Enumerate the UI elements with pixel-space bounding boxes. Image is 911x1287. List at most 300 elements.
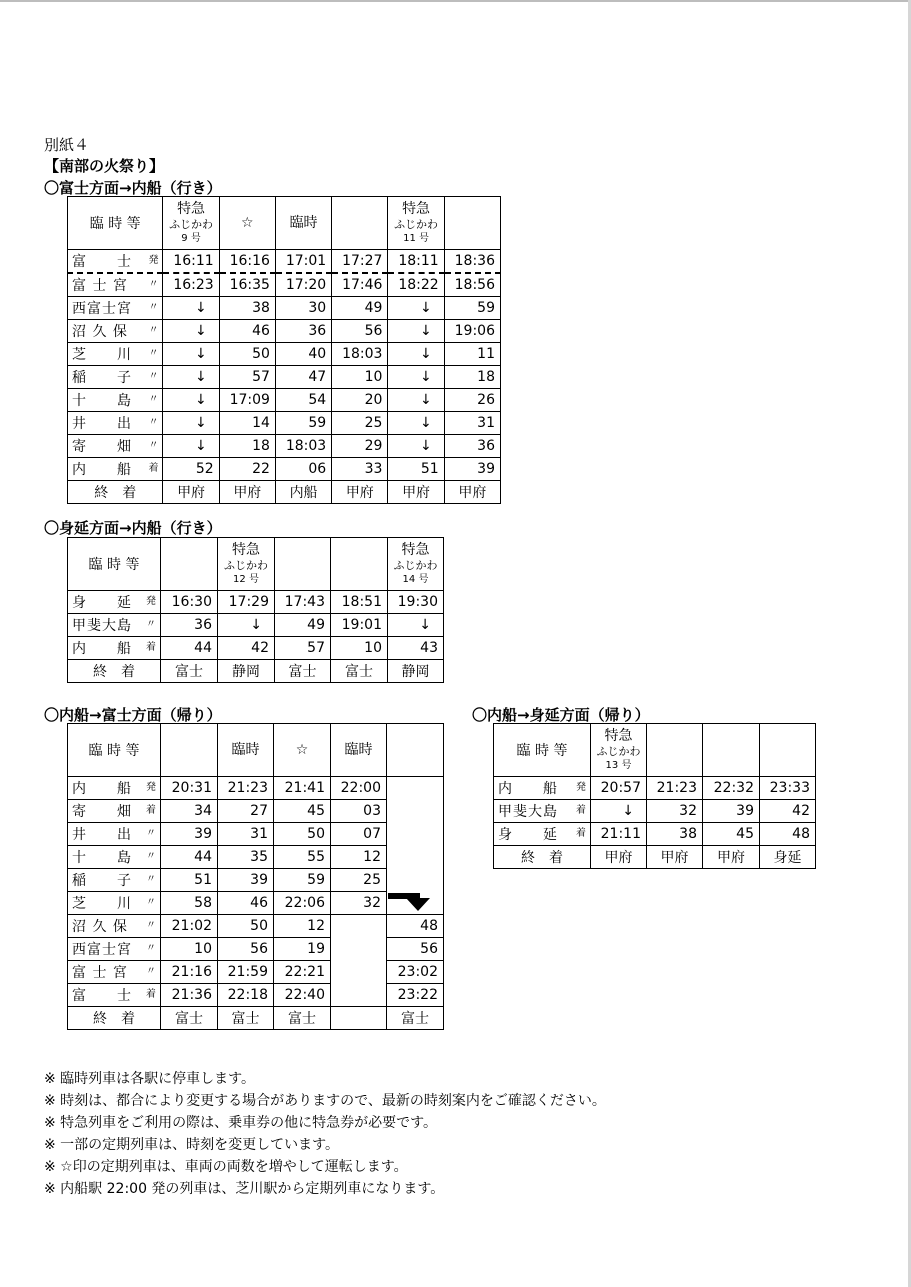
dep-arr-marker: 着 — [148, 463, 159, 474]
dep-arr-marker: 着 — [146, 989, 156, 1000]
corner-label: 臨 時 等 — [68, 538, 161, 591]
time-cell: 21:16 — [161, 961, 218, 984]
time-cell: 19 — [274, 938, 331, 961]
dep-arr-marker: 〃 — [148, 325, 159, 336]
table-row — [68, 297, 501, 320]
column-header — [163, 197, 219, 250]
dep-arr-marker: 〃 — [148, 279, 159, 290]
time-cell: 16:16 — [219, 250, 275, 274]
table-row — [68, 637, 444, 660]
time-cell: 10 — [161, 938, 218, 961]
appendix-label: 別紙４ — [44, 136, 90, 154]
terminal-label: 終 着 — [68, 481, 163, 504]
table1-timetable — [67, 196, 501, 504]
time-cell: 18:03 — [275, 435, 331, 458]
column-train-name: ふじかわ — [393, 559, 438, 572]
time-cell: 56 — [387, 938, 444, 961]
dep-arr-marker: 〃 — [146, 874, 156, 885]
table-row — [68, 320, 501, 343]
time-cell: 23:02 — [387, 961, 444, 984]
time-cell: 18:22 — [388, 273, 444, 297]
dep-arr-marker: 〃 — [148, 417, 159, 428]
time-cell: 33 — [332, 458, 388, 481]
time-cell: 49 — [275, 614, 331, 637]
time-cell: 31 — [218, 823, 274, 846]
time-cell: ↓ — [388, 614, 444, 637]
column-header — [591, 724, 647, 777]
column-header — [760, 724, 816, 777]
time-cell — [387, 869, 444, 892]
terminal-cell: 甲府 — [332, 481, 388, 504]
terminal-cell: 富士 — [331, 660, 388, 683]
time-cell: 59 — [275, 412, 331, 435]
column-train-number: 14 号 — [402, 574, 429, 585]
time-cell: ↓ — [163, 366, 219, 389]
time-cell: 19:30 — [388, 591, 444, 614]
column-type: 特急 — [401, 542, 430, 558]
terminal-cell: 富士 — [275, 660, 331, 683]
dep-arr-marker: 〃 — [146, 920, 156, 931]
table-row — [68, 846, 444, 869]
station-name: 内 船 — [72, 781, 132, 797]
time-cell: 52 — [163, 458, 219, 481]
time-cell: 17:43 — [275, 591, 331, 614]
station-name: 富 士 — [72, 254, 132, 270]
time-cell: 19:01 — [331, 614, 388, 637]
dep-arr-marker: 〃 — [146, 619, 156, 630]
time-cell: 36 — [444, 435, 500, 458]
time-cell: 06 — [275, 458, 331, 481]
column-header — [388, 538, 444, 591]
time-cell: 56 — [332, 320, 388, 343]
time-cell: 17:27 — [332, 250, 388, 274]
time-cell: 18:56 — [444, 273, 500, 297]
column-type: ☆ — [295, 741, 309, 758]
table-row — [68, 273, 501, 297]
column-type: 臨時 — [231, 741, 260, 758]
time-cell — [387, 846, 444, 869]
time-cell: 22:40 — [274, 984, 331, 1007]
table-row — [68, 458, 501, 481]
table-row — [68, 389, 501, 412]
dep-arr-marker: 発 — [146, 782, 156, 793]
column-header — [703, 724, 760, 777]
time-cell — [387, 777, 444, 800]
table-row — [68, 938, 444, 961]
dep-arr-marker: 〃 — [146, 943, 156, 954]
time-cell: ↓ — [388, 343, 444, 366]
time-cell: 17:46 — [332, 273, 388, 297]
station-cell — [68, 846, 161, 869]
time-cell: ↓ — [163, 320, 219, 343]
time-cell: 11 — [444, 343, 500, 366]
time-cell: 25 — [332, 412, 388, 435]
column-header — [387, 724, 444, 777]
note-item: ※ 臨時列車は各駅に停車します。 — [44, 1071, 256, 1087]
time-cell: ↓ — [163, 343, 219, 366]
terminal-row — [68, 660, 444, 683]
time-cell: 17:29 — [218, 591, 275, 614]
station-cell — [68, 800, 161, 823]
column-header — [331, 724, 387, 777]
right-down-arrow-icon — [388, 891, 438, 913]
station-cell — [68, 961, 161, 984]
terminal-cell: 静岡 — [218, 660, 275, 683]
column-train-number: 11 号 — [403, 233, 430, 244]
station-cell — [68, 320, 163, 343]
time-cell: 51 — [161, 869, 218, 892]
notes-section — [44, 1068, 606, 1200]
terminal-label: 終 着 — [68, 1007, 161, 1030]
terminal-cell: 静岡 — [388, 660, 444, 683]
terminal-row — [494, 846, 816, 869]
time-cell: 50 — [274, 823, 331, 846]
time-cell: 19:06 — [444, 320, 500, 343]
column-type: 臨時 — [289, 214, 318, 231]
terminal-row — [68, 481, 501, 504]
dep-arr-marker: 着 — [576, 805, 586, 816]
station-name: 甲斐大島 — [72, 618, 132, 634]
time-cell: 23:33 — [760, 777, 816, 800]
time-cell: 50 — [219, 343, 275, 366]
time-cell: 58 — [161, 892, 218, 915]
dep-arr-marker: 着 — [146, 805, 156, 816]
time-cell: 22 — [219, 458, 275, 481]
station-cell — [68, 637, 161, 660]
terminal-cell: 甲府 — [388, 481, 444, 504]
note-item: ※ ☆印の定期列車は、車両の両数を増やして運転します。 — [44, 1159, 408, 1175]
time-cell: 18:11 — [388, 250, 444, 274]
time-cell: 07 — [331, 823, 387, 846]
time-cell: 59 — [274, 869, 331, 892]
time-cell: ↓ — [163, 412, 219, 435]
time-cell: 32 — [647, 800, 703, 823]
note-item: ※ 一部の定期列車は、時刻を変更しています。 — [44, 1137, 340, 1153]
time-cell: 22:32 — [703, 777, 760, 800]
station-name: 十 島 — [72, 850, 132, 866]
time-cell: 20:57 — [591, 777, 647, 800]
time-cell: 39 — [218, 869, 274, 892]
time-cell: 45 — [274, 800, 331, 823]
time-cell: 23:22 — [387, 984, 444, 1007]
dep-arr-marker: 着 — [146, 642, 156, 653]
station-name: 井 出 — [72, 416, 132, 432]
station-name: 内 船 — [72, 641, 132, 657]
terminal-cell: 富士 — [161, 1007, 218, 1030]
terminal-cell: 甲府 — [219, 481, 275, 504]
station-cell — [68, 343, 163, 366]
time-cell: 35 — [218, 846, 274, 869]
time-cell: 03 — [331, 800, 387, 823]
terminal-label: 終 着 — [494, 846, 591, 869]
column-header — [218, 724, 274, 777]
station-name: 沼 久 保 — [72, 324, 128, 340]
header-row — [68, 538, 444, 591]
column-header — [331, 538, 388, 591]
column-header — [218, 538, 275, 591]
station-name: 沼 久 保 — [72, 919, 128, 935]
time-cell — [331, 961, 387, 984]
station-cell — [494, 800, 591, 823]
table-row — [68, 869, 444, 892]
station-cell — [68, 823, 161, 846]
time-cell: 16:35 — [219, 273, 275, 297]
station-name: 甲斐大島 — [498, 804, 558, 820]
station-cell — [68, 915, 161, 938]
dep-arr-marker: 〃 — [146, 966, 156, 977]
time-cell: 57 — [219, 366, 275, 389]
time-cell: 46 — [219, 320, 275, 343]
note-item: ※ 時刻は、都合により変更する場合がありますので、最新の時刻案内をご確認ください。 — [44, 1093, 606, 1109]
station-name: 西富士宮 — [72, 942, 132, 958]
time-cell: 48 — [387, 915, 444, 938]
column-header — [444, 197, 500, 250]
column-header — [161, 538, 218, 591]
station-name: 芝 川 — [72, 347, 132, 363]
column-train-name: ふじかわ — [169, 218, 214, 231]
table-row — [68, 823, 444, 846]
station-cell — [68, 938, 161, 961]
header-row — [68, 724, 444, 777]
column-train-number: 9 号 — [181, 233, 201, 244]
terminal-cell: 甲府 — [703, 846, 760, 869]
station-cell — [68, 984, 161, 1007]
terminal-cell: 甲府 — [163, 481, 219, 504]
time-cell: 22:18 — [218, 984, 274, 1007]
time-cell: 50 — [218, 915, 274, 938]
time-cell: 56 — [218, 938, 274, 961]
station-name: 富 士 宮 — [72, 965, 128, 981]
time-cell: ↓ — [388, 412, 444, 435]
time-cell: ↓ — [388, 320, 444, 343]
table-row — [68, 412, 501, 435]
time-cell: 49 — [332, 297, 388, 320]
time-cell: 17:20 — [275, 273, 331, 297]
station-name: 稲 子 — [72, 370, 132, 386]
column-train-number: 12 号 — [233, 574, 259, 585]
time-cell: 22:00 — [331, 777, 387, 800]
table-row — [68, 343, 501, 366]
page-title: 【南部の火祭り】 — [44, 157, 165, 175]
station-name: 内 船 — [498, 781, 558, 797]
dep-arr-marker: 着 — [576, 828, 586, 839]
terminal-cell: 甲府 — [647, 846, 703, 869]
table-row — [68, 591, 444, 614]
station-name: 身 延 — [498, 827, 558, 843]
terminal-cell: 甲府 — [591, 846, 647, 869]
note-item: ※ 特急列車をご利用の際は、乗車券の他に特急券が必要です。 — [44, 1115, 438, 1131]
time-cell: 46 — [218, 892, 274, 915]
time-cell: 22:06 — [274, 892, 331, 915]
table-row — [68, 984, 444, 1007]
time-cell: 38 — [219, 297, 275, 320]
station-cell — [68, 297, 163, 320]
time-cell: 47 — [275, 366, 331, 389]
terminal-label: 終 着 — [68, 660, 161, 683]
table-row — [68, 250, 501, 274]
table-row — [68, 777, 444, 800]
time-cell: 21:23 — [218, 777, 274, 800]
terminal-cell: 富士 — [274, 1007, 331, 1030]
header-row — [494, 724, 816, 777]
time-cell: 39 — [161, 823, 218, 846]
time-cell: 39 — [703, 800, 760, 823]
terminal-row — [68, 1007, 444, 1030]
time-cell: 34 — [161, 800, 218, 823]
time-cell: 25 — [331, 869, 387, 892]
time-cell: 18:03 — [332, 343, 388, 366]
time-cell: 20 — [332, 389, 388, 412]
time-cell: 29 — [332, 435, 388, 458]
time-cell: 16:11 — [163, 250, 219, 274]
station-cell — [68, 389, 163, 412]
terminal-cell: 身延 — [760, 846, 816, 869]
station-name: 稲 子 — [72, 873, 132, 889]
column-train-name: ふじかわ — [394, 218, 439, 231]
column-type: 特急 — [604, 728, 633, 744]
time-cell: 36 — [161, 614, 218, 637]
corner-label: 臨 時 等 — [68, 724, 161, 777]
time-cell: 21:36 — [161, 984, 218, 1007]
time-cell — [331, 938, 387, 961]
time-cell: ↓ — [591, 800, 647, 823]
dep-arr-marker: 発 — [146, 596, 156, 607]
dep-arr-marker: 〃 — [148, 440, 159, 451]
station-cell — [68, 591, 161, 614]
terminal-cell — [331, 1007, 387, 1030]
station-name: 富 士 — [72, 988, 132, 1004]
time-cell: 22:21 — [274, 961, 331, 984]
time-cell: 20:31 — [161, 777, 218, 800]
time-cell: 38 — [647, 823, 703, 846]
time-cell: 18 — [444, 366, 500, 389]
station-cell — [68, 869, 161, 892]
time-cell: ↓ — [388, 389, 444, 412]
time-cell: ↓ — [388, 297, 444, 320]
time-cell: 12 — [331, 846, 387, 869]
table-row — [68, 961, 444, 984]
time-cell: 30 — [275, 297, 331, 320]
page-top-edge — [0, 0, 911, 2]
station-cell — [494, 823, 591, 846]
table-row — [68, 366, 501, 389]
time-cell: 16:30 — [161, 591, 218, 614]
time-cell: 27 — [218, 800, 274, 823]
time-cell: 44 — [161, 846, 218, 869]
dep-arr-marker: 発 — [148, 255, 159, 266]
terminal-cell: 内船 — [275, 481, 331, 504]
table4-timetable — [493, 723, 816, 869]
time-cell: ↓ — [163, 297, 219, 320]
table2-timetable — [67, 537, 444, 683]
terminal-cell: 富士 — [218, 1007, 274, 1030]
time-cell: 21:23 — [647, 777, 703, 800]
column-type: 特急 — [402, 201, 431, 217]
time-cell: 36 — [275, 320, 331, 343]
station-cell — [68, 273, 163, 297]
time-cell: 42 — [760, 800, 816, 823]
time-cell: 18 — [219, 435, 275, 458]
dep-arr-marker: 〃 — [148, 394, 159, 405]
column-header — [275, 538, 331, 591]
column-type: 臨時 — [344, 741, 373, 758]
time-cell — [331, 984, 387, 1007]
time-cell: 43 — [388, 637, 444, 660]
column-train-name: ふじかわ — [596, 745, 641, 758]
dep-arr-marker: 〃 — [148, 348, 159, 359]
time-cell: 10 — [331, 637, 388, 660]
header-row — [68, 197, 501, 250]
station-cell — [68, 435, 163, 458]
station-cell — [68, 366, 163, 389]
time-cell: 18:51 — [331, 591, 388, 614]
time-cell — [387, 800, 444, 823]
time-cell: 16:23 — [163, 273, 219, 297]
time-cell — [387, 823, 444, 846]
table-row — [494, 800, 816, 823]
time-cell: 57 — [275, 637, 331, 660]
time-cell: 45 — [703, 823, 760, 846]
station-cell — [68, 777, 161, 800]
dep-arr-marker: 〃 — [148, 302, 159, 313]
dep-arr-marker: 〃 — [146, 828, 156, 839]
station-name: 身 延 — [72, 595, 132, 611]
time-cell: ↓ — [388, 435, 444, 458]
station-name: 寄 畑 — [72, 804, 132, 820]
time-cell: ↓ — [388, 366, 444, 389]
column-header — [275, 197, 331, 250]
station-name: 井 出 — [72, 827, 132, 843]
time-cell: 55 — [274, 846, 331, 869]
station-name: 富 士 宮 — [72, 278, 128, 294]
column-header — [388, 197, 444, 250]
corner-label: 臨 時 等 — [68, 197, 163, 250]
table-row — [494, 823, 816, 846]
terminal-cell: 富士 — [387, 1007, 444, 1030]
dep-arr-marker: 〃 — [148, 371, 159, 382]
column-type: 特急 — [177, 201, 206, 217]
time-cell: 21:59 — [218, 961, 274, 984]
time-cell: 14 — [219, 412, 275, 435]
table-row — [68, 614, 444, 637]
table1-caption: 〇富士方面→内船（行き） — [44, 179, 222, 197]
time-cell: ↓ — [218, 614, 275, 637]
table-row — [68, 435, 501, 458]
time-cell: 54 — [275, 389, 331, 412]
column-header — [161, 724, 218, 777]
station-cell — [68, 250, 163, 274]
column-header — [219, 197, 275, 250]
time-cell: 10 — [332, 366, 388, 389]
time-cell — [331, 915, 387, 938]
time-cell: 21:11 — [591, 823, 647, 846]
time-cell: 39 — [444, 458, 500, 481]
time-cell: 26 — [444, 389, 500, 412]
table-row — [494, 777, 816, 800]
time-cell: 12 — [274, 915, 331, 938]
time-cell: 40 — [275, 343, 331, 366]
column-train-name: ふじかわ — [224, 559, 268, 572]
station-name: 十 島 — [72, 393, 132, 409]
dep-arr-marker: 〃 — [146, 897, 156, 908]
time-cell: ↓ — [163, 435, 219, 458]
dep-arr-marker: 発 — [576, 782, 586, 793]
time-cell: 31 — [444, 412, 500, 435]
station-cell — [68, 892, 161, 915]
corner-label: 臨 時 等 — [494, 724, 591, 777]
terminal-cell: 甲府 — [444, 481, 500, 504]
dep-arr-marker: 〃 — [146, 851, 156, 862]
